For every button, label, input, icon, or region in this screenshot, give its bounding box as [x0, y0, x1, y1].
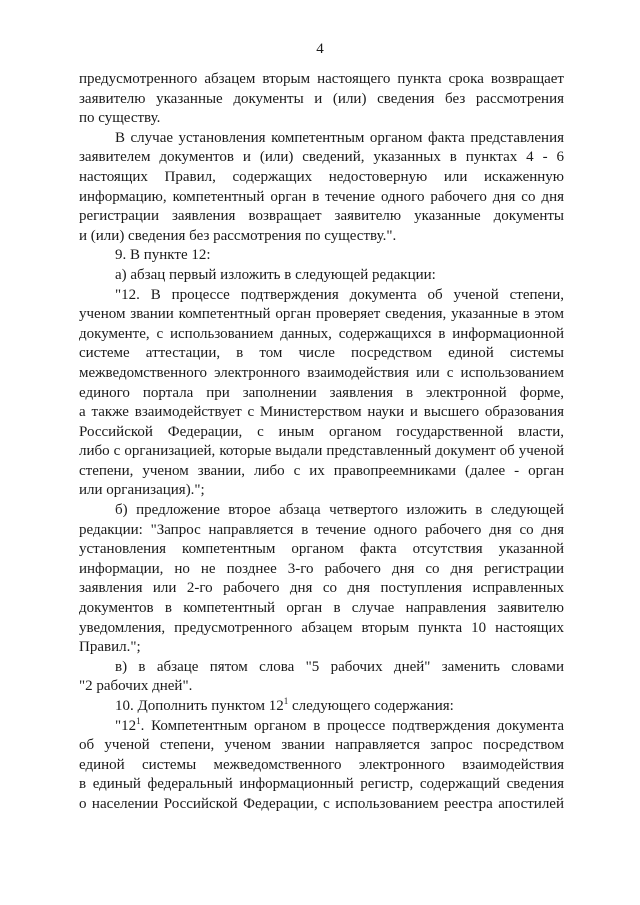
text-line: информацию, компетентный орган в течение одного рабочего дня со дня	[79, 188, 564, 205]
text-line: единого портала при заполнении заявления в электронной форме,	[79, 384, 564, 401]
text-line: заявителем документов и (или) сведений, указанных в пунктах 4 - 6	[79, 149, 564, 166]
text-line: о населении Российской Федерации, с использованием реестра апостилей	[79, 795, 564, 812]
text-line: системе аттестации, в том числе посредством единой системы	[79, 345, 564, 362]
text-line: единой системы межведомственного электронного взаимодействия	[79, 756, 564, 773]
text-line: уведомления, предусмотренного абзацем вторым пункта 10 настоящих	[79, 619, 564, 636]
text-line: а также взаимодействует с Министерством науки и высшего образования	[79, 404, 564, 421]
text-segment: следующего содержания:	[288, 698, 454, 714]
text-line: "12. В процессе подтверждения документа об ученой степени,	[115, 286, 564, 303]
text-line: б) предложение второе абзаца четвертого изложить в следующей	[115, 502, 564, 519]
text-line: Российской Федерации, с иным органом государственной власти,	[79, 423, 564, 440]
text-line: а) абзац первый изложить в следующей редакции:	[115, 266, 436, 283]
superscript-mark: 1	[136, 715, 141, 726]
text-line: либо с организацией, которые выдали представленный документ об ученой	[79, 443, 564, 460]
text-segment: 10. Дополнить пунктом 12	[115, 698, 284, 714]
text-line: межведомственного электронного взаимодействия или с использованием	[79, 364, 564, 381]
text-line: информации, но не позднее 3-го рабочего дня со дня регистрации	[79, 560, 564, 577]
text-line: предусмотренного абзацем вторым настоящего пункта срока возвращает	[79, 71, 564, 87]
text-line: в) в абзаце пятом слова "5 рабочих дней" заменить словами	[115, 658, 564, 675]
text-line: документов в компетентный орган в случае направления заявителю	[79, 600, 564, 617]
text-line: установления компетентным органом факта отсутствия указанной	[79, 541, 564, 558]
text-line: об ученой степени, ученом звании направляется запрос посредством	[79, 737, 564, 754]
text-line: документе, с использованием данных, содержащихся в информационной	[79, 325, 564, 342]
text-line: заявления или 2-го рабочего дня со дня поступления исправленных	[79, 580, 564, 597]
text-line: настоящих Правил, содержащих недостоверную или искаженную	[79, 168, 564, 185]
text-segment: . Компетентным органом в процессе подтверждения документа	[140, 717, 564, 734]
text-line: в единый федеральный информационный регистр, содержащий сведения	[79, 776, 564, 793]
text-line: и (или) сведения без рассмотрения по существу.".	[79, 227, 397, 244]
text-line: ученом звании компетентный орган проверяет сведения, указанные в этом	[79, 306, 564, 323]
text-line-with-superscript	[79, 697, 564, 717]
text-line: или организация).";	[79, 482, 205, 499]
text-line: "2 рабочих дней".	[79, 678, 193, 695]
text-line: регистрации заявления возвращает заявителю указанные документы	[79, 208, 564, 225]
text-line: заявителю указанные документы и (или) сведения без рассмотрения	[79, 90, 564, 107]
text-line: Правил.";	[79, 639, 141, 656]
text-line: по существу.	[79, 110, 161, 127]
text-segment: "12	[115, 717, 137, 734]
text-line: степени, ученом звании, либо с их правопреемниками (далее - орган	[79, 462, 564, 479]
text-line-with-superscript	[79, 717, 564, 737]
superscript-mark: 1	[283, 696, 289, 706]
text-line: редакции: "Запрос направляется в течение одного рабочего дня со дня	[79, 521, 564, 538]
document-body	[79, 70, 564, 815]
text-line: 9. В пункте 12:	[115, 247, 211, 264]
page-number: 4	[316, 41, 324, 57]
text-line: В случае установления компетентным органом факта представления	[115, 129, 564, 146]
